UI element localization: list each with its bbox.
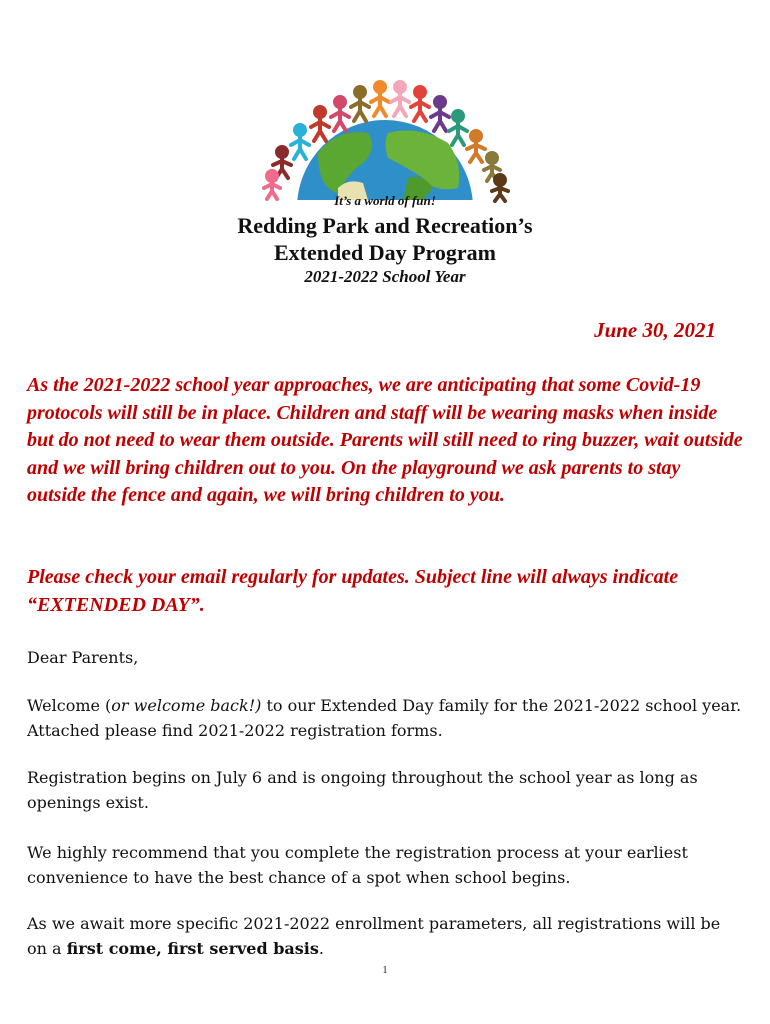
recommendation-paragraph: We highly recommend that you complete the registration process at your earliest convenience to have the best chance of a spot when school begins. — [27, 843, 688, 887]
registration-paragraph: Registration begins on July 6 and is ongoing throughout the school year as long as openings exist. — [27, 768, 698, 812]
covid-protocol-notice: As the 2021-2022 school year approaches, we are anticipating that some Covid-19 protocols will still be in place. Children and staff will be wearing masks when inside but do not need to wear them outside. Parents will still need to ring buzzer, wait outside and we will bring children out to you. On the playground we ask parents to stay outside the fence and again, we will bring children to you. — [27, 374, 743, 506]
first-come-bold: first come, first served basis — [66, 938, 319, 958]
welcome-paragraph — [27, 694, 743, 743]
school-year-subtitle: 2021-2022 School Year — [304, 267, 466, 286]
welcome-back-italic: or welcome back!) — [111, 696, 262, 715]
program-title-line1: Redding Park and Recreation’s — [237, 213, 533, 238]
program-title-line2: Extended Day Program — [273, 240, 497, 265]
welcome-text-start: Welcome ( — [27, 696, 112, 715]
page-number: 1 — [382, 965, 388, 976]
enrollment-paragraph — [27, 912, 743, 961]
globe-with-children-icon — [258, 78, 512, 206]
email-updates-notice: Please check your email regularly for updates. Subject line will always indicate “EXTENDED DAY”. — [27, 566, 679, 616]
welcome-text-end: to our Extended Day family for the 2021-2022 school year. Attached please find 2021-2022 registration forms. — [27, 696, 742, 740]
enrollment-text-end: . — [318, 938, 324, 958]
greeting: Dear Parents, — [27, 648, 139, 667]
enrollment-text-start: As we await more specific 2021-2022 enrollment parameters, all registrations will be on a — [27, 914, 721, 958]
logo-tagline: It’s a world of fun! — [334, 193, 436, 208]
letter-date: June 30, 2021 — [594, 318, 716, 342]
